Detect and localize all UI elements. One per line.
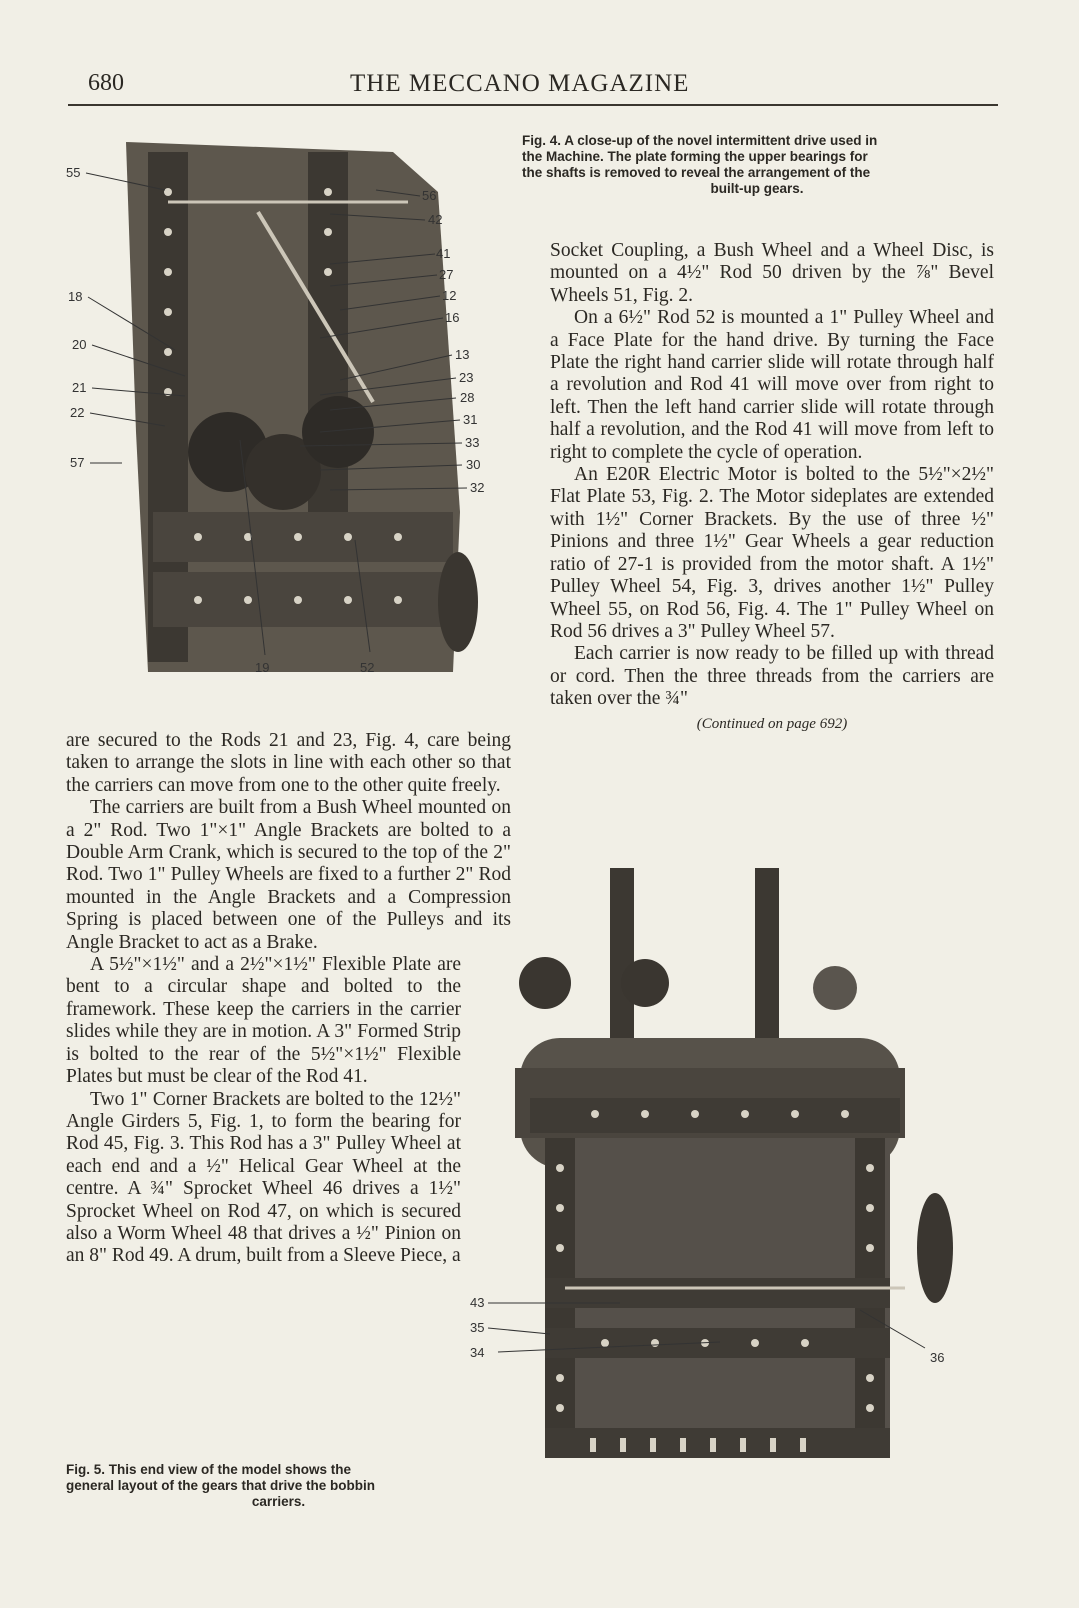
fig4-label-28: 28	[460, 390, 475, 405]
fig4-label-56: 56	[422, 188, 437, 203]
fig5-label-34: 34	[470, 1345, 485, 1360]
fig4-label-18: 18	[68, 289, 83, 304]
fig4-label-13: 13	[455, 347, 470, 362]
fig4-label-32: 32	[470, 480, 485, 495]
fig4-label-52: 52	[360, 660, 375, 675]
paragraph: Socket Coupling, a Bush Wheel and a Wheel Disc, is mounted on a 4½" Rod 50 driven by the ⅞" Bevel Wheels 51, Fig. 2.	[550, 240, 994, 306]
left-text-column	[66, 730, 511, 1268]
fig4-label-33: 33	[465, 435, 480, 450]
figure-4-caption-line: the Machine. The plate forming the upper bearings for	[522, 149, 868, 164]
fig4-label-19: 19	[255, 660, 270, 675]
magazine-title: THE MECCANO MAGAZINE	[350, 70, 690, 97]
page-number: 680	[88, 70, 124, 96]
fig4-label-41: 41	[436, 246, 451, 261]
paragraph: The carriers are built from a Bush Wheel mounted on a 2" Rod. Two 1"×1" Angle Brackets are bolted to a Double Arm Crank, which is secured to the top of the 2" Rod. Two 1" Pulley Wheels are fixed to a further 2" Rod mounted in the Angle Brackets and a Compression Spring is placed between one of the Pulleys and its Angle Bracket to act as a Brake.	[66, 797, 511, 953]
fig4-label-23: 23	[459, 370, 474, 385]
figure-4-caption-line: Fig. 4. A close-up of the novel intermittent drive used in	[522, 133, 878, 148]
paragraph: On a 6½" Rod 52 is mounted a 1" Pulley Wheel and a Face Plate for the hand drive. By turning the Face Plate the right hand carrier slide will rotate through half a revolution and Rod 41 will move over from right to left. Then the left hand carrier slide will rotate through half a revolution, and the Rod 41 will move from left to right to complete the cycle of operation.	[550, 307, 994, 463]
fig4-label-55: 55	[66, 165, 81, 180]
figure-4-caption-line: built-up gears.	[710, 181, 804, 196]
fig4-label-31: 31	[463, 412, 478, 427]
right-text-column	[550, 240, 994, 735]
figure-5-caption-line: carriers.	[251, 1494, 306, 1509]
continued-note: (Continued on page 692)	[696, 715, 848, 732]
paragraph: Two 1" Corner Brackets are bolted to the 12½" Angle Girders 5, Fig. 1, to form the bearing for Rod 45, Fig. 3. This Rod has a 3" Pulley Wheel at each end and a ½" Helical Gear Wheel at the centre. A ¾" Sprocket Wheel 46 drives a 1½" Sprocket Wheel on Rod 47, on which is secured also a Worm Wheel 48 that drives a ½" Pinion on an 8" Rod 49. A drum, built from a Sleeve Piece, a	[66, 1088, 461, 1267]
fig4-label-22: 22	[70, 405, 85, 420]
figure-5-caption	[66, 1462, 491, 1510]
figure-5-caption-line: general layout of the gears that drive the bobbin	[66, 1478, 376, 1493]
fig4-label-42: 42	[428, 212, 443, 227]
fig4-label-27: 27	[439, 267, 454, 282]
paragraph: An E20R Electric Motor is bolted to the 5½"×2½" Flat Plate 53, Fig. 2. The Motor sideplates are extended with 1½" Corner Brackets. By the use of three ½" Pinions and three 1½" Gear Wheels a gear reduction ratio of 27-1 is provided from the motor shaft. A 1½" Pulley Wheel 54, Fig. 3, drives another 1½" Pulley Wheel 55, on Rod 56, Fig. 4. The 1" Pulley Wheel on Rod 56 drives a 3" Pulley Wheel 57.	[550, 464, 994, 642]
paragraph: Each carrier is now ready to be filled up with thread or cord. Then the three threads from the carriers are taken over the ¾"	[550, 643, 994, 710]
fig5-label-35: 35	[470, 1320, 485, 1335]
fig5-label-36: 36	[930, 1350, 945, 1365]
fig4-label-12: 12	[442, 288, 457, 303]
paragraph: A 5½"×1½" and a 2½"×1½" Flexible Plate are bent to a circular shape and bolted to the framework. These keep the carriers in the carrier slides while they are in motion. A 3" Formed Strip is bolted to the rear of the 5½"×1½" Flexible Plates but must be clear of the Rod 41.	[66, 954, 461, 1088]
figure-4-caption	[522, 133, 992, 197]
figure-5-leader-lines	[470, 1290, 960, 1400]
fig4-label-21: 21	[72, 380, 87, 395]
fig4-label-57: 57	[70, 455, 85, 470]
fig4-label-16: 16	[445, 310, 460, 325]
figure-4-caption-line: the shafts is removed to reveal the arrangement of the	[522, 165, 871, 180]
fig5-label-43: 43	[470, 1295, 485, 1310]
paragraph: are secured to the Rods 21 and 23, Fig. 4, care being taken to arrange the slots in line with each other so that the carriers can move from one to the other quite freely.	[66, 730, 511, 796]
fig4-label-20: 20	[72, 337, 87, 352]
figure-5-caption-line: Fig. 5. This end view of the model shows the	[66, 1462, 352, 1477]
fig4-label-30: 30	[466, 457, 481, 472]
